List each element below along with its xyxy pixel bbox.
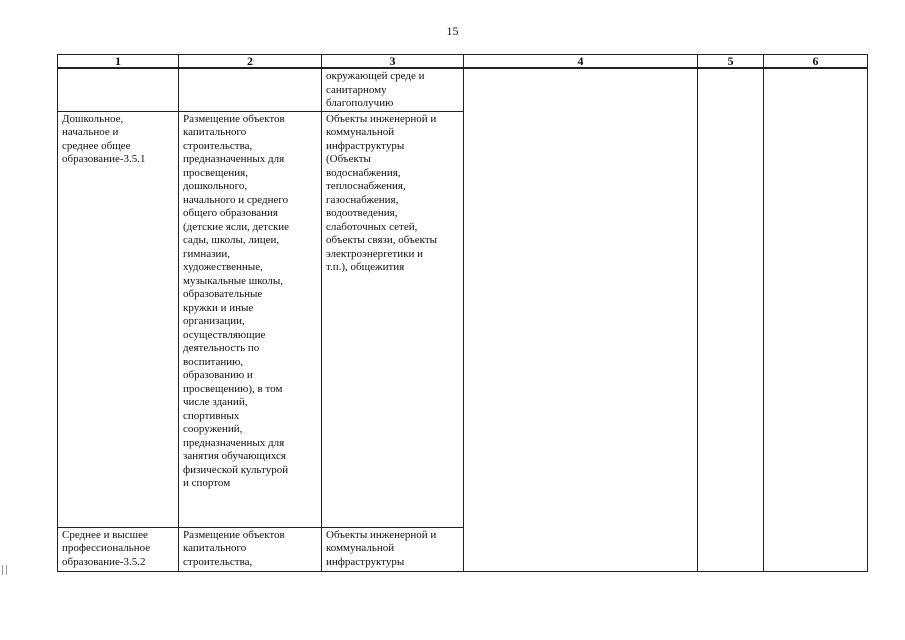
- table-cell: [698, 111, 764, 527]
- page-number: 15: [446, 24, 459, 38]
- table-cell: [322, 111, 464, 527]
- table-row: [58, 111, 868, 527]
- zoning-table: [57, 54, 868, 572]
- table-cell: [322, 527, 464, 571]
- cell-text: Среднее и высшее профессиональное образование-3.5.2: [62, 528, 151, 568]
- table-cell: [179, 527, 322, 571]
- table-cell: [464, 111, 698, 527]
- table-cell: [58, 111, 179, 527]
- table-cell: [322, 68, 464, 111]
- table-row: [58, 527, 868, 571]
- cell-text: окружающей среде и санитарному благополучию: [326, 70, 425, 109]
- column-header: 5: [698, 55, 764, 69]
- table-cell: [464, 527, 698, 571]
- table-cell: [58, 68, 179, 111]
- table-cell: [764, 527, 868, 571]
- margin-mark: [2, 565, 7, 575]
- table-header-row: [58, 55, 868, 69]
- table-cell: [764, 111, 868, 527]
- cell-text: Объекты инженерной и коммунальной инфраструктуры: [326, 528, 437, 568]
- table-cell: [698, 68, 764, 111]
- cell-text: Размещение объектов капитального строительства,: [183, 528, 285, 568]
- column-header: 6: [764, 55, 868, 69]
- column-header: 4: [464, 55, 698, 69]
- table-cell: [764, 68, 868, 111]
- column-header: 2: [179, 55, 322, 69]
- cell-text: Объекты инженерной и коммунальной инфраструктуры (Объекты водоснабжения, теплоснабжения, газоснабжения, водоотведения, слаботочных сетей, объекты связи, объекты электроэнергетики и т.п.), общежития: [326, 112, 438, 273]
- column-header: 3: [322, 55, 464, 69]
- table-cell: [179, 111, 322, 527]
- cell-text: Размещение объектов капитального строительства, предназначенных для просвещения, дошкольного, начального и среднего общего образования (детские ясли, детские сады, школы, лицеи, гимназии, художественные, музыкальные школы, образовательные кружки и иные организации, осуществляющие деятельность по воспитанию, образованию и просвещению), в том числе зданий, спортивных сооружений, предназначенных для занятия обучающихся физической культурой и спортом: [183, 112, 290, 489]
- column-header: 1: [58, 55, 179, 69]
- table-cell: [698, 527, 764, 571]
- table-cell: [179, 68, 322, 111]
- table-cell: [464, 68, 698, 111]
- table-cell: [58, 527, 179, 571]
- cell-text: Дошкольное, начальное и среднее общее образование-3.5.1: [62, 112, 146, 165]
- table-row: [58, 68, 868, 111]
